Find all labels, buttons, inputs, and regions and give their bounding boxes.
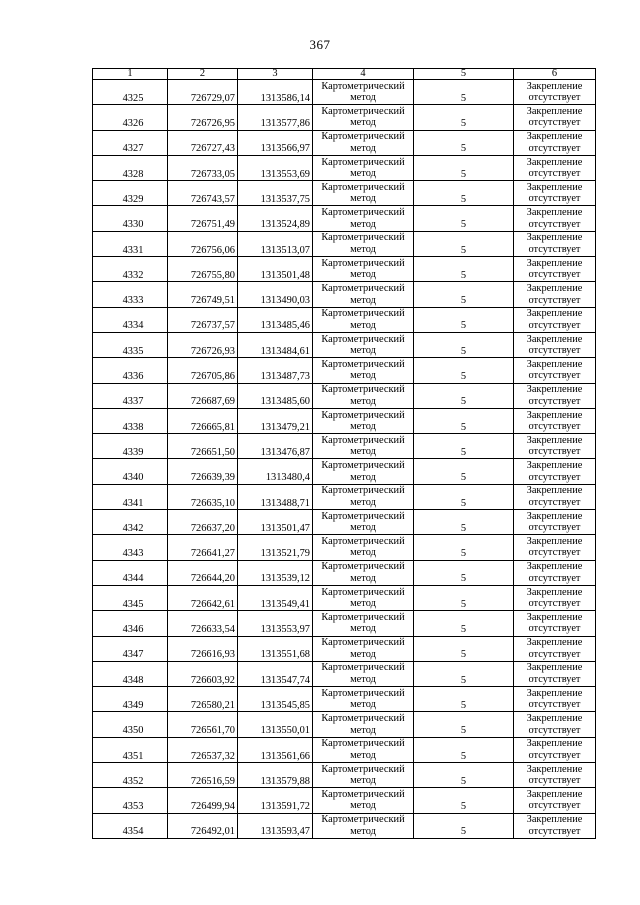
header-col-4: 4 <box>313 69 414 80</box>
point-number-cell: 4342 <box>93 510 168 535</box>
point-number-cell: 4338 <box>93 408 168 433</box>
y-coordinate-cell: 1313484,61 <box>238 332 313 357</box>
point-number-cell: 4339 <box>93 434 168 459</box>
point-number-cell: 4334 <box>93 307 168 332</box>
table-row <box>93 560 596 585</box>
method-cell: Картометрический метод <box>313 560 414 585</box>
y-coordinate-cell: 1313550,01 <box>238 712 313 737</box>
y-coordinate-cell: 1313487,73 <box>238 358 313 383</box>
x-coordinate-cell: 726561,70 <box>168 712 238 737</box>
point-number-cell: 4346 <box>93 611 168 636</box>
page-number: 367 <box>309 37 331 52</box>
x-coordinate-cell: 726537,32 <box>168 737 238 762</box>
method-cell: Картометрический метод <box>313 282 414 307</box>
fixing-cell: Закрепление отсутствует <box>514 687 596 712</box>
point-number-cell: 4341 <box>93 484 168 509</box>
point-number-cell: 4344 <box>93 560 168 585</box>
method-cell: Картометрический метод <box>313 510 414 535</box>
accuracy-cell: 5 <box>414 80 514 105</box>
header-col-1: 1 <box>93 69 168 80</box>
y-coordinate-cell: 1313524,89 <box>238 206 313 231</box>
accuracy-cell: 5 <box>414 257 514 282</box>
fixing-cell: Закрепление отсутствует <box>514 332 596 357</box>
table-row <box>93 661 596 686</box>
fixing-cell: Закрепление отсутствует <box>514 358 596 383</box>
point-number-cell: 4329 <box>93 181 168 206</box>
method-cell: Картометрический метод <box>313 383 414 408</box>
point-number-cell: 4350 <box>93 712 168 737</box>
method-cell: Картометрический метод <box>313 611 414 636</box>
x-coordinate-cell: 726756,06 <box>168 231 238 256</box>
x-coordinate-cell: 726642,61 <box>168 585 238 610</box>
method-cell: Картометрический метод <box>313 661 414 686</box>
table-row <box>93 206 596 231</box>
fixing-cell: Закрепление отсутствует <box>514 231 596 256</box>
fixing-cell: Закрепление отсутствует <box>514 763 596 788</box>
accuracy-cell: 5 <box>414 181 514 206</box>
point-number-cell: 4352 <box>93 763 168 788</box>
y-coordinate-cell: 1313577,86 <box>238 105 313 130</box>
method-cell: Картометрический метод <box>313 181 414 206</box>
method-cell: Картометрический метод <box>313 231 414 256</box>
accuracy-cell: 5 <box>414 661 514 686</box>
table-row <box>93 181 596 206</box>
y-coordinate-cell: 1313537,75 <box>238 181 313 206</box>
method-cell: Картометрический метод <box>313 206 414 231</box>
y-coordinate-cell: 1313490,03 <box>238 282 313 307</box>
accuracy-cell: 5 <box>414 307 514 332</box>
x-coordinate-cell: 726639,39 <box>168 459 238 484</box>
y-coordinate-cell: 1313521,79 <box>238 535 313 560</box>
point-number-cell: 4336 <box>93 358 168 383</box>
accuracy-cell: 5 <box>414 282 514 307</box>
point-number-cell: 4340 <box>93 459 168 484</box>
y-coordinate-cell: 1313501,47 <box>238 510 313 535</box>
fixing-cell: Закрепление отсутствует <box>514 434 596 459</box>
x-coordinate-cell: 726751,49 <box>168 206 238 231</box>
y-coordinate-cell: 1313591,72 <box>238 788 313 813</box>
table-row <box>93 611 596 636</box>
accuracy-cell: 5 <box>414 408 514 433</box>
x-coordinate-cell: 726665,81 <box>168 408 238 433</box>
table-row <box>93 535 596 560</box>
accuracy-cell: 5 <box>414 130 514 155</box>
accuracy-cell: 5 <box>414 484 514 509</box>
fixing-cell: Закрепление отсутствует <box>514 585 596 610</box>
fixing-cell: Закрепление отсутствует <box>514 307 596 332</box>
table-row <box>93 130 596 155</box>
fixing-cell: Закрепление отсутствует <box>514 611 596 636</box>
x-coordinate-cell: 726516,59 <box>168 763 238 788</box>
point-number-cell: 4335 <box>93 332 168 357</box>
point-number-cell: 4325 <box>93 80 168 105</box>
y-coordinate-cell: 1313488,71 <box>238 484 313 509</box>
point-number-cell: 4327 <box>93 130 168 155</box>
fixing-cell: Закрепление отсутствует <box>514 560 596 585</box>
point-number-cell: 4331 <box>93 231 168 256</box>
fixing-cell: Закрепление отсутствует <box>514 282 596 307</box>
y-coordinate-cell: 1313566,97 <box>238 130 313 155</box>
table-row <box>93 105 596 130</box>
point-number-cell: 4351 <box>93 737 168 762</box>
table-row <box>93 510 596 535</box>
fixing-cell: Закрепление отсутствует <box>514 206 596 231</box>
x-coordinate-cell: 726492,01 <box>168 813 238 838</box>
method-cell: Картометрический метод <box>313 408 414 433</box>
y-coordinate-cell: 1313545,85 <box>238 687 313 712</box>
table-row <box>93 383 596 408</box>
method-cell: Картометрический метод <box>313 332 414 357</box>
table-row <box>93 358 596 383</box>
x-coordinate-cell: 726749,51 <box>168 282 238 307</box>
fixing-cell: Закрепление отсутствует <box>514 535 596 560</box>
table-row <box>93 788 596 813</box>
table-row <box>93 155 596 180</box>
x-coordinate-cell: 726637,20 <box>168 510 238 535</box>
method-cell: Картометрический метод <box>313 105 414 130</box>
accuracy-cell: 5 <box>414 636 514 661</box>
method-cell: Картометрический метод <box>313 130 414 155</box>
x-coordinate-cell: 726603,92 <box>168 661 238 686</box>
point-number-cell: 4345 <box>93 585 168 610</box>
table-row <box>93 408 596 433</box>
y-coordinate-cell: 1313553,97 <box>238 611 313 636</box>
accuracy-cell: 5 <box>414 813 514 838</box>
accuracy-cell: 5 <box>414 459 514 484</box>
method-cell: Картометрический метод <box>313 434 414 459</box>
y-coordinate-cell: 1313553,69 <box>238 155 313 180</box>
accuracy-cell: 5 <box>414 788 514 813</box>
method-cell: Картометрический метод <box>313 80 414 105</box>
x-coordinate-cell: 726743,57 <box>168 181 238 206</box>
accuracy-cell: 5 <box>414 332 514 357</box>
fixing-cell: Закрепление отсутствует <box>514 105 596 130</box>
accuracy-cell: 5 <box>414 358 514 383</box>
y-coordinate-cell: 1313547,74 <box>238 661 313 686</box>
y-coordinate-cell: 1313579,88 <box>238 763 313 788</box>
point-number-cell: 4354 <box>93 813 168 838</box>
method-cell: Картометрический метод <box>313 585 414 610</box>
y-coordinate-cell: 1313513,07 <box>238 231 313 256</box>
table-row <box>93 687 596 712</box>
table-body <box>93 80 596 839</box>
fixing-cell: Закрепление отсутствует <box>514 408 596 433</box>
fixing-cell: Закрепление отсутствует <box>514 636 596 661</box>
header-row <box>93 69 596 80</box>
method-cell: Картометрический метод <box>313 307 414 332</box>
y-coordinate-cell: 1313485,60 <box>238 383 313 408</box>
method-cell: Картометрический метод <box>313 484 414 509</box>
accuracy-cell: 5 <box>414 510 514 535</box>
table-row <box>93 813 596 838</box>
method-cell: Картометрический метод <box>313 257 414 282</box>
fixing-cell: Закрепление отсутствует <box>514 484 596 509</box>
table-row <box>93 459 596 484</box>
x-coordinate-cell: 726651,50 <box>168 434 238 459</box>
table-row <box>93 282 596 307</box>
method-cell: Картометрический метод <box>313 687 414 712</box>
accuracy-cell: 5 <box>414 231 514 256</box>
x-coordinate-cell: 726705,86 <box>168 358 238 383</box>
accuracy-cell: 5 <box>414 206 514 231</box>
table-row <box>93 636 596 661</box>
fixing-cell: Закрепление отсутствует <box>514 510 596 535</box>
fixing-cell: Закрепление отсутствует <box>514 813 596 838</box>
accuracy-cell: 5 <box>414 737 514 762</box>
x-coordinate-cell: 726755,80 <box>168 257 238 282</box>
y-coordinate-cell: 1313501,48 <box>238 257 313 282</box>
table-row <box>93 231 596 256</box>
accuracy-cell: 5 <box>414 763 514 788</box>
point-number-cell: 4333 <box>93 282 168 307</box>
method-cell: Картометрический метод <box>313 813 414 838</box>
x-coordinate-cell: 726580,21 <box>168 687 238 712</box>
x-coordinate-cell: 726641,27 <box>168 535 238 560</box>
fixing-cell: Закрепление отсутствует <box>514 459 596 484</box>
y-coordinate-cell: 1313593,47 <box>238 813 313 838</box>
x-coordinate-cell: 726687,69 <box>168 383 238 408</box>
method-cell: Картометрический метод <box>313 535 414 560</box>
x-coordinate-cell: 726644,20 <box>168 560 238 585</box>
method-cell: Картометрический метод <box>313 712 414 737</box>
point-number-cell: 4348 <box>93 661 168 686</box>
x-coordinate-cell: 726635,10 <box>168 484 238 509</box>
method-cell: Картометрический метод <box>313 763 414 788</box>
accuracy-cell: 5 <box>414 105 514 130</box>
method-cell: Картометрический метод <box>313 737 414 762</box>
y-coordinate-cell: 1313480,4 <box>238 459 313 484</box>
accuracy-cell: 5 <box>414 687 514 712</box>
table-header <box>93 69 596 80</box>
table-row <box>93 484 596 509</box>
method-cell: Картометрический метод <box>313 155 414 180</box>
fixing-cell: Закрепление отсутствует <box>514 181 596 206</box>
y-coordinate-cell: 1313539,12 <box>238 560 313 585</box>
x-coordinate-cell: 726729,07 <box>168 80 238 105</box>
header-col-6: 6 <box>514 69 596 80</box>
fixing-cell: Закрепление отсутствует <box>514 712 596 737</box>
y-coordinate-cell: 1313485,46 <box>238 307 313 332</box>
point-number-cell: 4326 <box>93 105 168 130</box>
x-coordinate-cell: 726633,54 <box>168 611 238 636</box>
accuracy-cell: 5 <box>414 434 514 459</box>
accuracy-cell: 5 <box>414 560 514 585</box>
table-row <box>93 763 596 788</box>
method-cell: Картометрический метод <box>313 358 414 383</box>
accuracy-cell: 5 <box>414 712 514 737</box>
table-row <box>93 307 596 332</box>
x-coordinate-cell: 726616,93 <box>168 636 238 661</box>
header-col-5: 5 <box>414 69 514 80</box>
point-number-cell: 4343 <box>93 535 168 560</box>
x-coordinate-cell: 726733,05 <box>168 155 238 180</box>
table-row <box>93 712 596 737</box>
fixing-cell: Закрепление отсутствует <box>514 80 596 105</box>
header-col-2: 2 <box>168 69 238 80</box>
y-coordinate-cell: 1313551,68 <box>238 636 313 661</box>
header-col-3: 3 <box>238 69 313 80</box>
fixing-cell: Закрепление отсутствует <box>514 383 596 408</box>
table-row <box>93 257 596 282</box>
y-coordinate-cell: 1313476,87 <box>238 434 313 459</box>
y-coordinate-cell: 1313549,41 <box>238 585 313 610</box>
fixing-cell: Закрепление отсутствует <box>514 130 596 155</box>
accuracy-cell: 5 <box>414 585 514 610</box>
table-row <box>93 332 596 357</box>
point-number-cell: 4337 <box>93 383 168 408</box>
accuracy-cell: 5 <box>414 383 514 408</box>
table-row <box>93 737 596 762</box>
x-coordinate-cell: 726726,93 <box>168 332 238 357</box>
fixing-cell: Закрепление отсутствует <box>514 661 596 686</box>
x-coordinate-cell: 726499,94 <box>168 788 238 813</box>
y-coordinate-cell: 1313561,66 <box>238 737 313 762</box>
y-coordinate-cell: 1313479,21 <box>238 408 313 433</box>
fixing-cell: Закрепление отсутствует <box>514 788 596 813</box>
method-cell: Картометрический метод <box>313 459 414 484</box>
point-number-cell: 4332 <box>93 257 168 282</box>
method-cell: Картометрический метод <box>313 636 414 661</box>
x-coordinate-cell: 726737,57 <box>168 307 238 332</box>
table-row <box>93 585 596 610</box>
table-row <box>93 80 596 105</box>
fixing-cell: Закрепление отсутствует <box>514 155 596 180</box>
table-row <box>93 434 596 459</box>
method-cell: Картометрический метод <box>313 788 414 813</box>
y-coordinate-cell: 1313586,14 <box>238 80 313 105</box>
accuracy-cell: 5 <box>414 155 514 180</box>
fixing-cell: Закрепление отсутствует <box>514 737 596 762</box>
point-number-cell: 4349 <box>93 687 168 712</box>
x-coordinate-cell: 726726,95 <box>168 105 238 130</box>
point-number-cell: 4328 <box>93 155 168 180</box>
fixing-cell: Закрепление отсутствует <box>514 257 596 282</box>
point-number-cell: 4330 <box>93 206 168 231</box>
x-coordinate-cell: 726727,43 <box>168 130 238 155</box>
point-number-cell: 4353 <box>93 788 168 813</box>
accuracy-cell: 5 <box>414 611 514 636</box>
point-number-cell: 4347 <box>93 636 168 661</box>
coordinates-table <box>92 68 596 839</box>
accuracy-cell: 5 <box>414 535 514 560</box>
